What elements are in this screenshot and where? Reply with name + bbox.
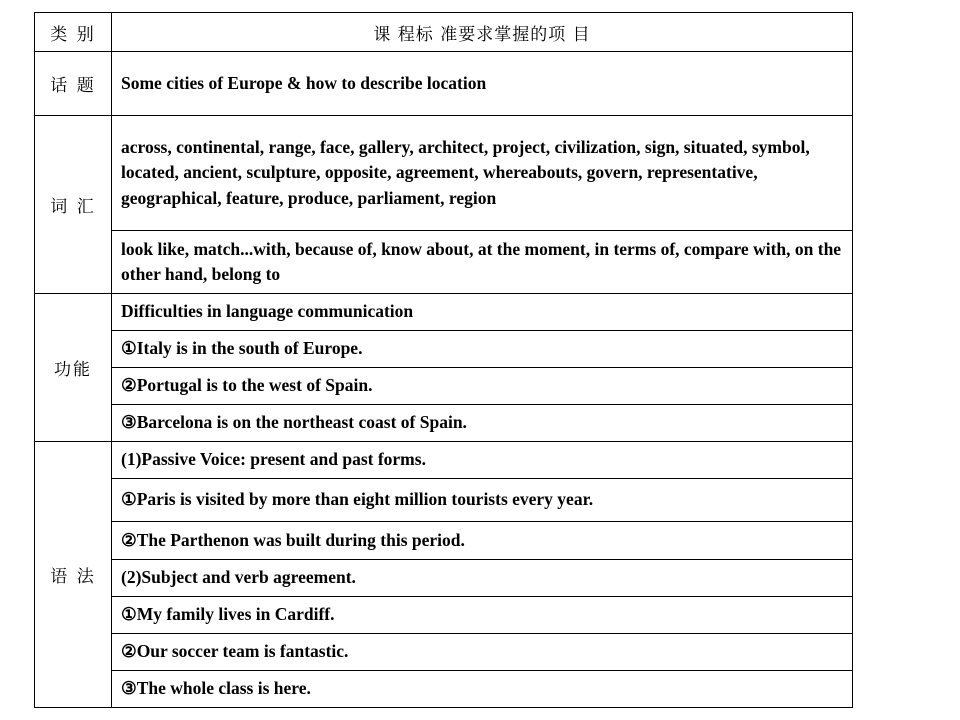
table-row	[35, 522, 853, 560]
header-category: 类 别	[35, 13, 112, 52]
table-row	[35, 634, 853, 671]
table-row	[35, 560, 853, 597]
function-item: Difficulties in language communication	[112, 294, 853, 331]
grammar-item: ①My family lives in Cardiff.	[112, 597, 853, 634]
category-vocabulary: 词 汇	[35, 116, 112, 294]
table-row	[35, 331, 853, 368]
table-row	[35, 231, 853, 294]
grammar-item: ①Paris is visited by more than eight million tourists every year.	[112, 479, 853, 522]
header-requirement: 课 程标 准要求掌握的项 目	[112, 13, 853, 52]
table-row	[35, 671, 853, 708]
category-grammar: 语 法	[35, 442, 112, 708]
curriculum-table-container	[34, 12, 853, 708]
topic-item: Some cities of Europe & how to describe location	[112, 52, 853, 116]
table-row	[35, 405, 853, 442]
curriculum-table	[34, 12, 853, 708]
table-row	[35, 52, 853, 116]
grammar-item: ②Our soccer team is fantastic.	[112, 634, 853, 671]
function-item: ③Barcelona is on the northeast coast of Spain.	[112, 405, 853, 442]
table-row	[35, 116, 853, 231]
header-row	[35, 13, 853, 52]
grammar-item: (1)Passive Voice: present and past forms.	[112, 442, 853, 479]
category-function: 功能	[35, 294, 112, 442]
function-item: ②Portugal is to the west of Spain.	[112, 368, 853, 405]
vocabulary-phrases: look like, match...with, because of, know about, at the moment, in terms of, compare with, on the other hand, belong to	[112, 231, 853, 294]
function-item: ①Italy is in the south of Europe.	[112, 331, 853, 368]
table-row	[35, 597, 853, 634]
category-topic: 话 题	[35, 52, 112, 116]
grammar-item: ②The Parthenon was built during this period.	[112, 522, 853, 560]
table-row	[35, 368, 853, 405]
table-row	[35, 479, 853, 522]
grammar-item: (2)Subject and verb agreement.	[112, 560, 853, 597]
table-row	[35, 294, 853, 331]
table-row	[35, 442, 853, 479]
grammar-item: ③The whole class is here.	[112, 671, 853, 708]
vocabulary-words: across, continental, range, face, gallery, architect, project, civilization, sign, situated, symbol, located, ancient, sculpture, opposite, agreement, whereabouts, govern, representative, geographical, feature, produce, parliament, region	[112, 116, 853, 231]
